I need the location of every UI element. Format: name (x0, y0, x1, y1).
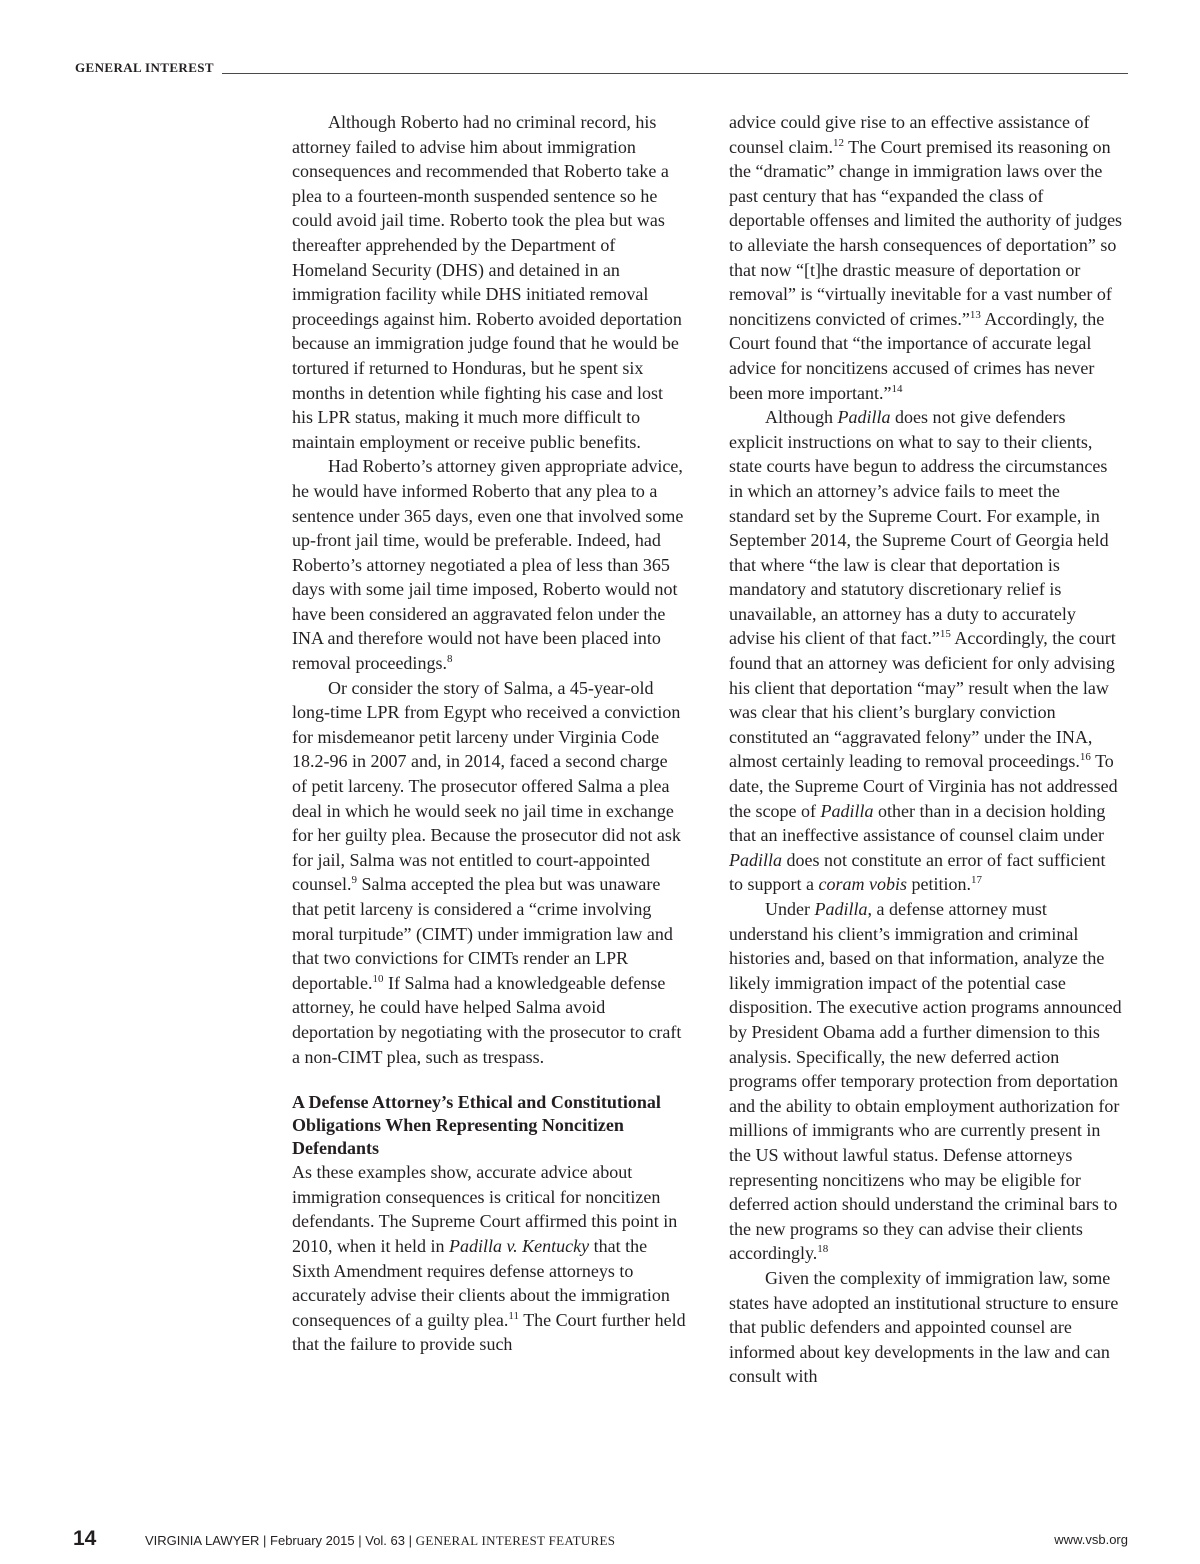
paragraph-text: , a defense attorney must understand his client’s immigration and criminal histories and, based on that information, analyze the likely immigration impact of the potential case disposition. The executive action programs announced by President Obama add a further dimension to this analysis. Specifically, the new deferred action programs offer temporary protection from deportation and the ability to obtain employment authorization for millions of immigrants who are currently present in the US without lawful status. Defense attorneys representing noncitizens who may be eligible for deferred action should understand the criminal bars to the new programs so they can advise their clients accordingly. (729, 899, 1122, 1264)
paragraph-text: petition. (907, 874, 971, 895)
section-label: GENERAL INTEREST (75, 60, 222, 76)
page-footer (73, 1527, 1128, 1553)
paragraph-text: other than in a decision holding that an ineffective assistance of counsel claim under (729, 800, 1106, 846)
footnote-ref: 13 (969, 308, 981, 321)
publication-name: VIRGINIA LAWYER (145, 1533, 260, 1548)
paragraph-text: Had Roberto’s attorney given appropriate advice, he would have informed Roberto that any plea to a sentence under 365 days, even one that involved some up-front jail time, would be preferable. Indeed, had Roberto’s attorney negotiated a plea of less than 365 days with some jail time imposed, Roberto would not have been considered an aggravated felon under the INA and therefore would not have been placed into removal proceedings. (292, 456, 684, 674)
paragraph (729, 897, 1123, 1266)
footnote-ref: 9 (351, 874, 357, 887)
footnote-ref: 15 (939, 628, 951, 641)
paragraph-text: To date, the Supreme Court of Virginia has not addressed the scope of (729, 751, 1118, 821)
paragraph-text: that the Sixth Amendment requires defense attorneys to accurately advise their clients about the immigration consequences of a guilty plea. (292, 1235, 670, 1330)
paragraph (729, 110, 1123, 405)
paragraph (292, 454, 686, 675)
paragraph-text: advice could give rise to an effective assistance of counsel claim. (729, 112, 1090, 157)
footnote-ref: 11 (508, 1309, 520, 1322)
case-name: Padilla (837, 407, 891, 428)
footnote-ref: 12 (832, 136, 844, 149)
latin-term: coram vobis (818, 874, 907, 895)
paragraph (729, 405, 1123, 897)
paragraph (292, 110, 686, 454)
header-rule (75, 73, 1128, 74)
paragraph-text: Given the complexity of immigration law, some states have adopted an institutional structure to ensure that public defenders and appointed counsel are informed about key developments in the law and can consult with (729, 1267, 1119, 1387)
paragraph-text: does not constitute an error of fact sufficient to support a (729, 849, 1106, 895)
paragraph-text: does not give defenders explicit instructions on what to say to their clients, state courts have begun to address the circumstances in which an attorney’s advice fails to meet the standard set by the Supreme Court. For example, in September 2014, the Supreme Court of Georgia held that where “the law is clear that deportation is mandatory and statutory discretionary relief is unavailable, an attorney has a duty to accurately advise his client of that fact.” (729, 407, 1109, 649)
website-link[interactable]: www.vsb.org (1054, 1532, 1128, 1547)
section-heading: A Defense Attorney’s Ethical and Constitutional Obligations When Representing Noncitizen Defendants (292, 1092, 661, 1159)
case-name: Padilla v. Kentucky (448, 1235, 590, 1256)
footnote-ref: 14 (891, 382, 903, 395)
paragraph-text: The Court premised its reasoning on the “dramatic” change in immigration laws over the past century that has “expanded the class of deportable offenses and limited the authority of judges to alleviate the harsh consequences of deportation” so that now “[t]he drastic measure of deportation or removal” is “virtually inevitable for a vast number of noncitizens convicted of crimes.” (729, 136, 1123, 329)
paragraph-text: Under (765, 899, 815, 919)
paragraph-text: Accordingly, the court found that an attorney was deficient for only advising his client that deportation “may” result when the law was clear that his client’s burglary conviction constituted an “aggravated felony” under the INA, almost certainly leading to removal proceedings. (729, 628, 1116, 772)
paragraph-text: As these examples show, accurate advice about immigration consequences is critical for noncitizen defendants. The Supreme Court affirmed this point in 2010, when it held in (292, 1162, 678, 1256)
section-name: GENERAL INTEREST FEATURES (415, 1533, 616, 1548)
left-column (292, 110, 686, 1357)
case-name: Padilla (820, 800, 874, 821)
paragraph-text: Or consider the story of Salma, a 45-year-old long-time LPR from Egypt who received a conviction for misdemeanor petit larceny under Virginia Code 18.2-96 in 2007 and, in 2014, faced a second charge of petit larceny. The prosecutor offered Salma a plea deal in which he would seek no jail time in exchange for her guilty plea. Because the prosecutor did not ask for jail, Salma was not entitled to court-appointed counsel. (292, 677, 681, 895)
separator: | (408, 1533, 413, 1548)
paragraph-text: Salma accepted the plea but was unaware that petit larceny is considered a “crime involving moral turpitude” (CIMT) under immigration law and that two convictions for CIMTs render an LPR deportable. (292, 874, 673, 993)
paragraph (292, 676, 686, 1070)
footnote-ref: 18 (817, 1243, 829, 1256)
paragraph (292, 1160, 686, 1357)
footnote-ref: 17 (971, 874, 982, 887)
page-number: 14 (73, 1527, 97, 1550)
paragraph-text: Accordingly, the Court found that “the importance of accurate legal advice for noncitizens accused of crimes has never been more important.” (729, 308, 1105, 403)
case-name: Padilla (814, 899, 868, 919)
separator: | (263, 1533, 267, 1548)
paragraph-text: Although Roberto had no criminal record, his attorney failed to advise him about immigration consequences and recommended that Roberto take a plea to a fourteen-month suspended sentence so he could avoid jail time. Roberto took the plea but was thereafter apprehended by the Department of Homeland Security (DHS) and detained in an immigration facility while DHS initiated removal proceedings against him. Roberto avoided deportation because an immigration judge found that he would be tortured if returned to Honduras, but he spent six months in detention while fighting his case and lost his LPR status, making it much more difficult to maintain employment or receive public benefits. (292, 112, 682, 452)
paragraph-text: If Salma had a knowledgeable defense attorney, he could have helped Salma avoid deportation by negotiating with the prosecutor to craft a non-CIMT plea, such as trespass. (292, 972, 682, 1067)
right-column (729, 110, 1123, 1389)
publication-line (145, 1533, 615, 1549)
issue-date: February 2015 (270, 1533, 355, 1548)
separator: | (358, 1533, 362, 1548)
running-head (75, 60, 1128, 80)
footnote-ref: 16 (1079, 751, 1091, 764)
footnote-ref: 8 (446, 653, 453, 666)
paragraph-text: The Court further held that the failure to provide such (292, 1309, 686, 1355)
footnote-ref: 10 (372, 972, 384, 985)
paragraph (729, 1266, 1123, 1389)
paragraph-text: Although (765, 407, 838, 428)
volume: Vol. 63 (365, 1533, 405, 1548)
case-name: Padilla (729, 849, 782, 870)
